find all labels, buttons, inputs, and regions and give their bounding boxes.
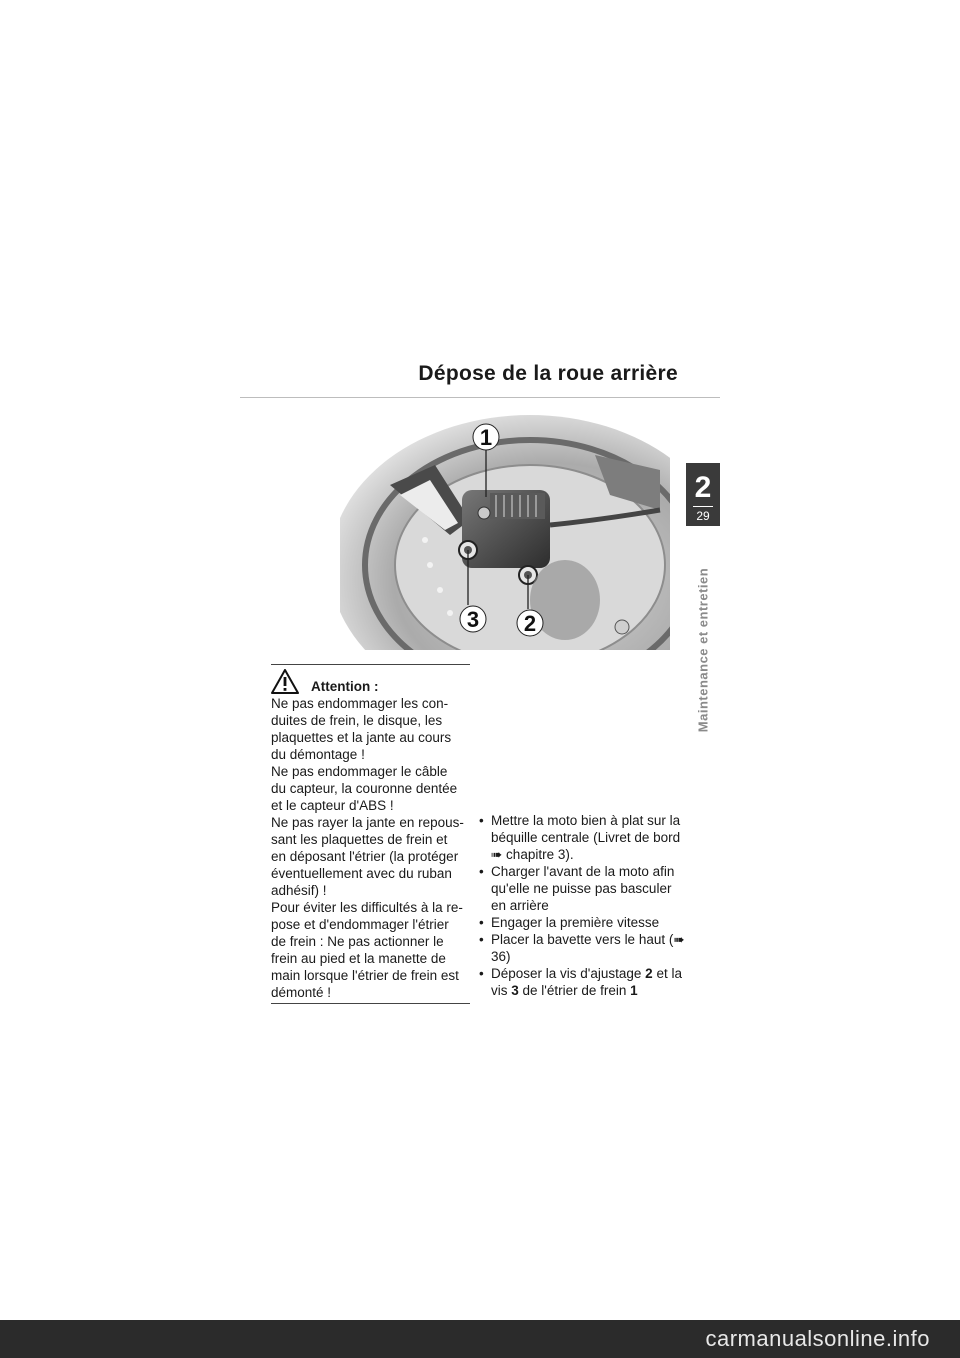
list-item: • Placer la bavette vers le haut (➠ 36) <box>479 931 689 965</box>
callout-2 <box>517 610 543 636</box>
ref-screw: 3 <box>511 983 519 998</box>
callout-3-label: 3 <box>466 607 480 632</box>
warning-title: Attention : <box>311 679 379 694</box>
list-item: • Charger l'avant de la moto afin qu'elle ne puisse pas basculer en arrière <box>479 863 689 914</box>
warning-header <box>271 669 470 695</box>
list-item: • Déposer la vis d'ajustage 2 et la vis 3 de l'étrier de frein 1 <box>479 965 689 999</box>
callout-2-label: 2 <box>523 611 537 636</box>
brake-caliper-illustration <box>340 415 670 650</box>
page-title: Dépose de la roue arrière <box>418 362 678 385</box>
warning-triangle-icon <box>271 669 307 695</box>
callout-1-label: 1 <box>479 425 493 450</box>
callout-1 <box>473 424 499 450</box>
title-divider <box>240 397 720 398</box>
list-item: • Engager la première vitesse <box>479 914 689 931</box>
chapter-number: 2 <box>694 471 712 504</box>
watermark-banner: carmanualsonline.info <box>0 1320 960 1358</box>
callout-3 <box>460 606 486 632</box>
page-number: 29 <box>696 509 710 523</box>
ref-adjust-screw: 2 <box>645 966 653 981</box>
ref-brake-caliper: 1 <box>630 983 638 998</box>
chapter-tab <box>686 463 720 526</box>
list-item: • Mettre la moto bien à plat sur la béquille centrale (Livret de bord ➠ chapitre 3). <box>479 812 689 863</box>
chapter-divider <box>693 506 713 507</box>
warning-box <box>271 664 470 1004</box>
brake-caliper-figure <box>340 415 670 650</box>
procedure-steps <box>479 812 689 999</box>
section-side-label: Maintenance et entretien <box>695 567 711 733</box>
warning-text: Ne pas endommager les con- duites de frein, le disque, les plaquettes et la jante au cours du démontage ! Ne pas endommager le câble du capteur, la couronne dentée et le capteur d'ABS ! Ne pas rayer la jante en repous- sant les plaquettes de frein et en déposant l'étrier (la protéger éventuellement avec du ruban adhésif) ! Pour éviter les difficultés à la re- pose et d'endommager l'étrier de frein : Ne pas actionner le frein au pied et la manette de main lorsque l'étrier de frein est démonté ! <box>271 696 464 1000</box>
